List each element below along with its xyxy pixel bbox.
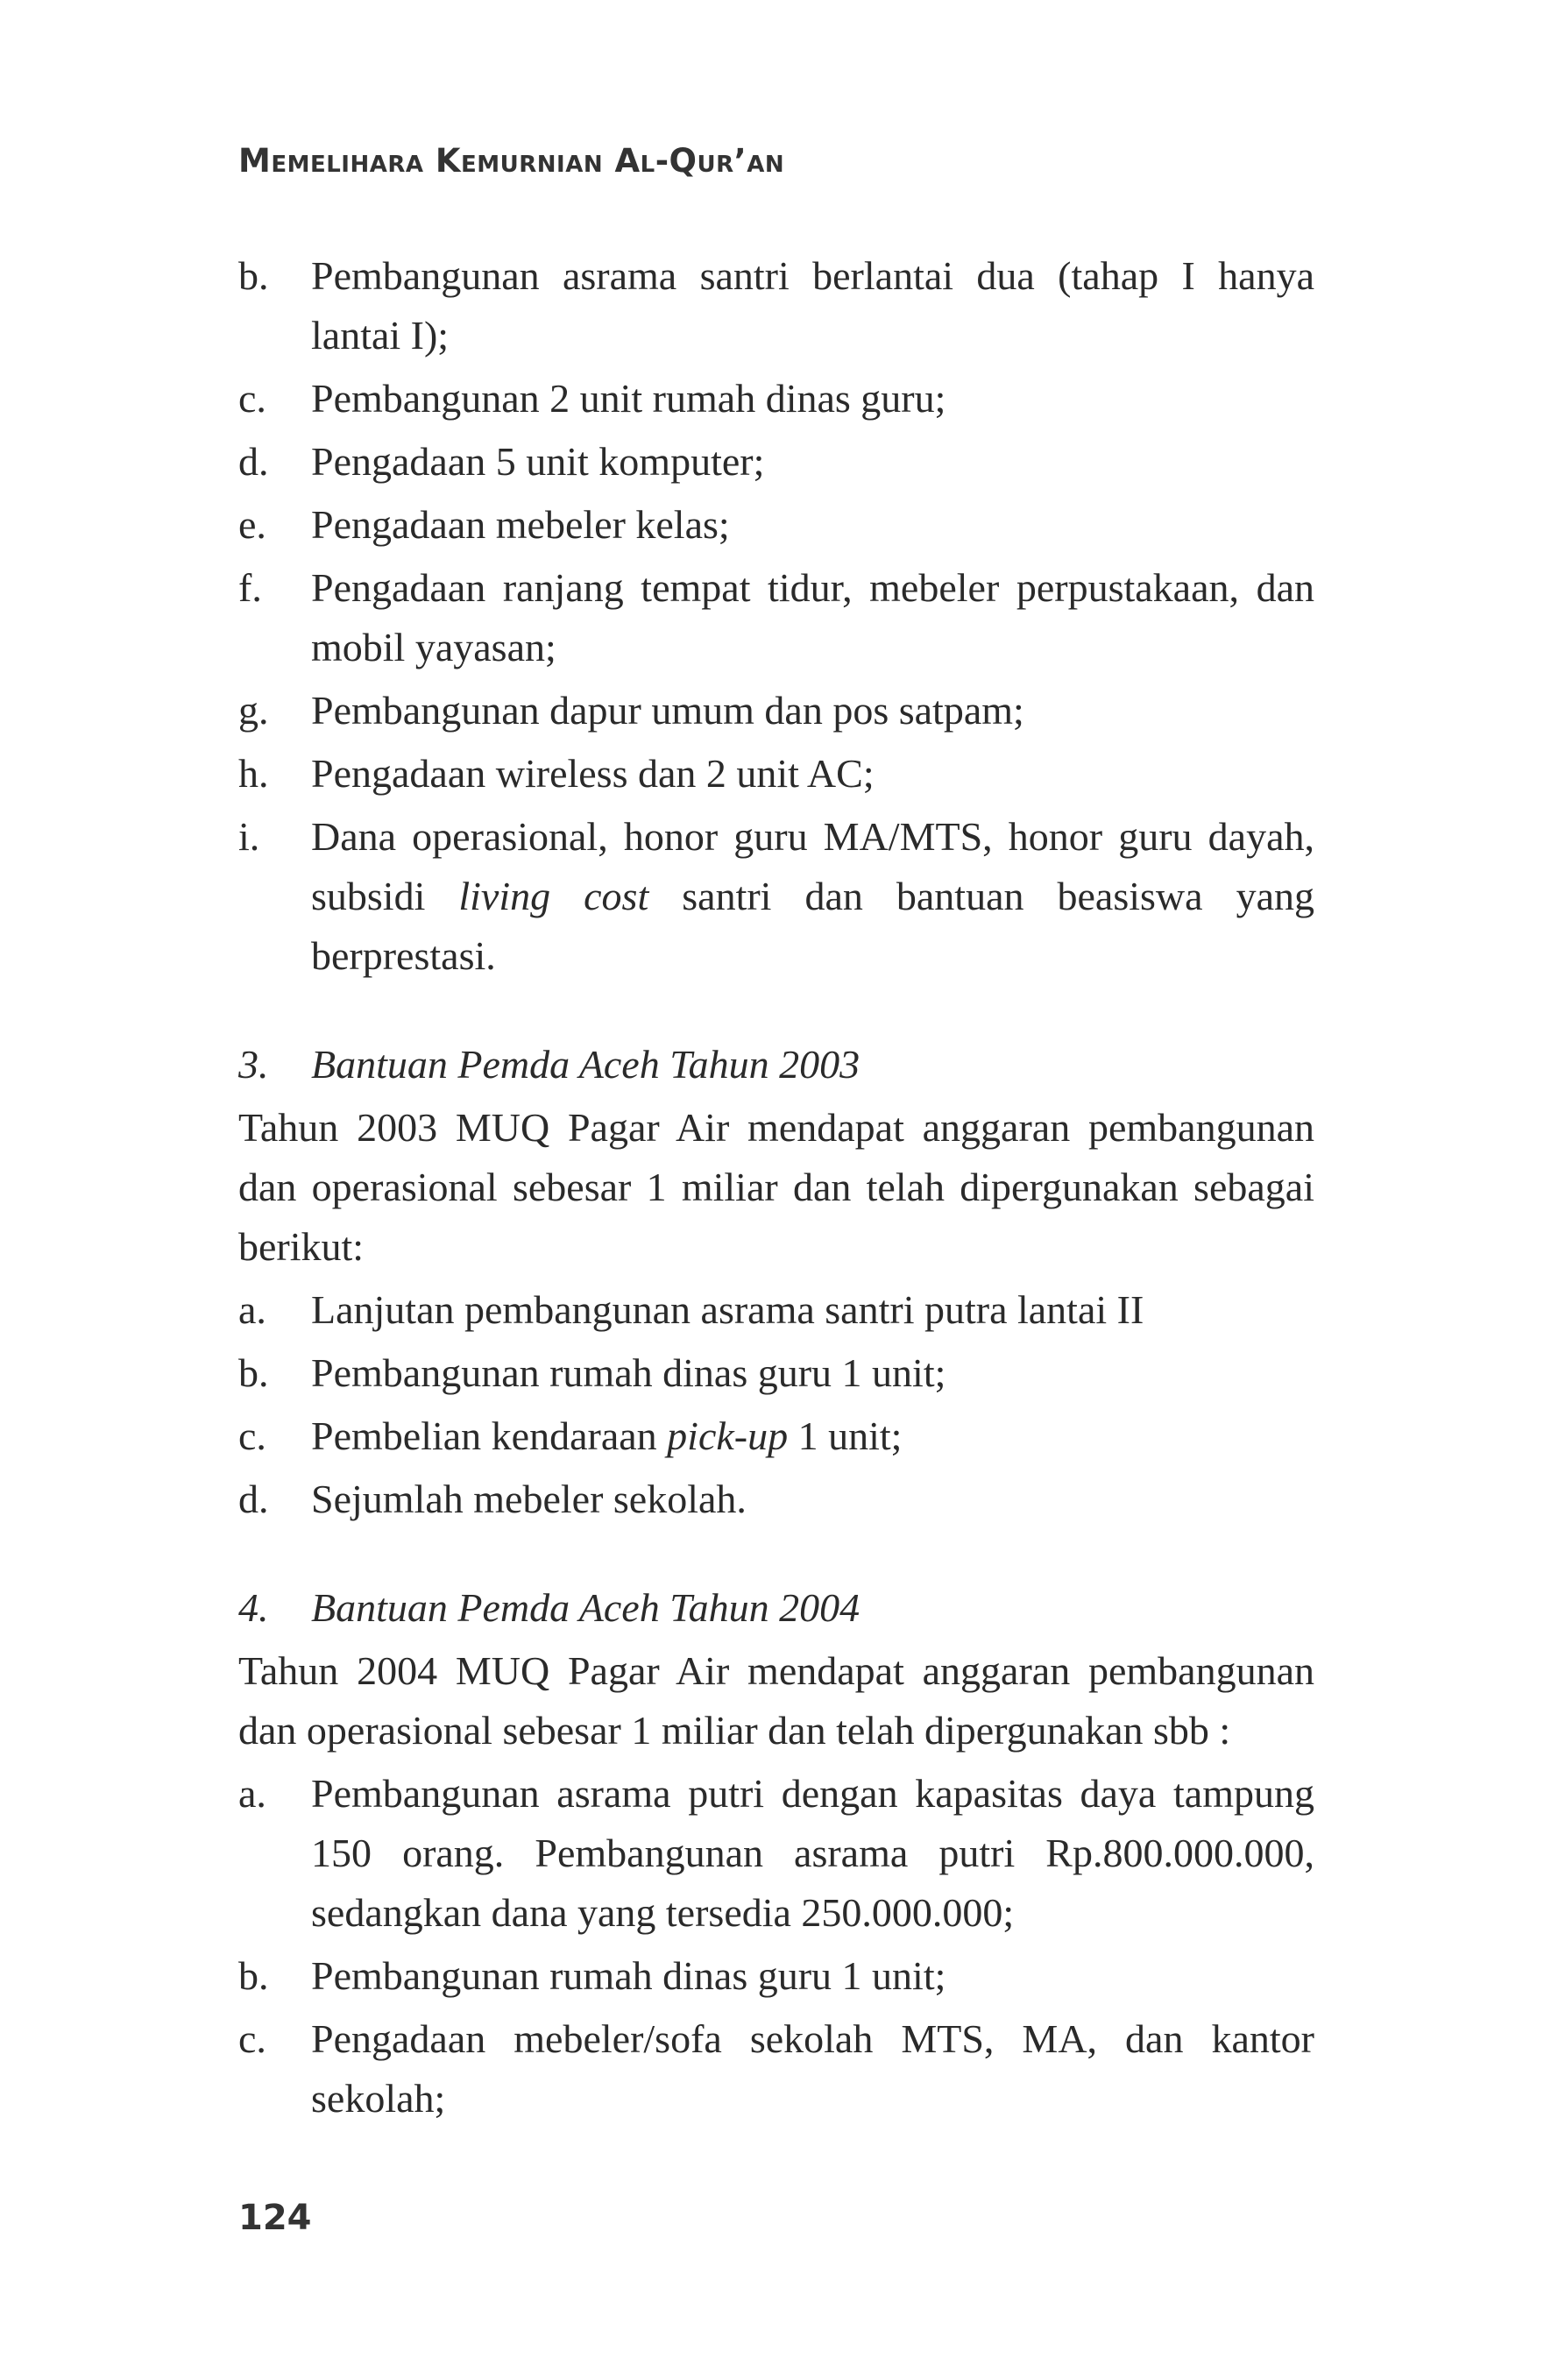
list-item-label: i. <box>238 814 260 859</box>
section-heading-4 <box>238 1578 1314 1638</box>
list-item <box>238 1764 1314 1943</box>
list-item-text-part: santri dan bantuan beasiswa yang berprestasi. <box>311 874 1314 978</box>
list-item-text-italic: pick-up <box>667 1413 789 1458</box>
section-intro: Tahun 2003 MUQ Pagar Air mendapat anggaran pembangunan dan operasional sebesar 1 miliar dan telah dipergunakan sebagai berikut: <box>238 1105 1314 1269</box>
list-item-label: g. <box>238 688 269 733</box>
list-item <box>238 2009 1314 2129</box>
list-item <box>238 432 1314 492</box>
list-item-text-part: Pembelian kendaraan <box>311 1413 668 1458</box>
list-item <box>238 558 1314 677</box>
list-item-text <box>311 807 1314 986</box>
page-body <box>238 246 1314 2132</box>
section-title: Bantuan Pemda Aceh Tahun 2004 <box>311 1585 860 1630</box>
list-item-label: b. <box>238 1350 269 1395</box>
list-item-text: Lanjutan pembangunan asrama santri putra lantai II <box>311 1287 1144 1332</box>
list-item <box>238 369 1314 429</box>
list-item-label: h. <box>238 751 269 796</box>
list-item-label: d. <box>238 439 269 484</box>
list-item-label: b. <box>238 1953 269 1998</box>
list-item-text: Pembangunan asrama santri berlantai dua (tahap I hanya lantai I); <box>311 253 1314 358</box>
list-item-text: Pembangunan 2 unit rumah dinas guru; <box>311 376 946 421</box>
list-item <box>238 1343 1314 1403</box>
running-head: Memelihara Kemurnian Al-Qur’an <box>238 142 785 180</box>
list-item <box>238 246 1314 365</box>
page-number: 124 <box>238 2198 312 2238</box>
list-item-text <box>311 1406 1314 1466</box>
list-item-label: c. <box>238 376 266 421</box>
list-item-text: Pengadaan mebeler/sofa sekolah MTS, MA, dan kantor sekolah; <box>311 2016 1314 2121</box>
list-item-text-part: Dana operasional, honor guru MA/MTS, honor guru dayah, subsidi <box>311 814 1314 918</box>
list-item-label: d. <box>238 1477 269 1521</box>
list-item <box>238 681 1314 740</box>
list-item-label: c. <box>238 2016 266 2061</box>
section-intro: Tahun 2004 MUQ Pagar Air mendapat anggaran pembangunan dan operasional sebesar 1 miliar dan telah dipergunakan sbb : <box>238 1648 1314 1753</box>
list-item <box>238 1946 1314 2006</box>
list-item <box>238 495 1314 555</box>
list-item-label: a. <box>238 1771 266 1816</box>
list-item <box>238 744 1314 804</box>
list-item-text: Pembangunan asrama putri dengan kapasitas daya tampung 150 orang. Pembangunan asrama putri Rp.800.000.000, sedangkan dana yang tersedia 250.000.000; <box>311 1771 1314 1935</box>
list-item-label: a. <box>238 1287 266 1332</box>
list-item-text: Pengadaan ranjang tempat tidur, mebeler perpustakaan, dan mobil yayasan; <box>311 565 1314 669</box>
list-item-text: Sejumlah mebeler sekolah. <box>311 1477 747 1521</box>
list-item-text: Pembangunan rumah dinas guru 1 unit; <box>311 1350 946 1395</box>
list-item <box>238 1470 1314 1529</box>
section-number: 4. <box>238 1585 269 1630</box>
list-item-label: c. <box>238 1413 266 1458</box>
list-item-label: e. <box>238 502 266 547</box>
section-title: Bantuan Pemda Aceh Tahun 2003 <box>311 1042 860 1087</box>
list-item-text: Pembangunan dapur umum dan pos satpam; <box>311 688 1024 733</box>
list-item-text-italic: living cost <box>458 874 649 918</box>
list-item-text: Pengadaan wireless dan 2 unit AC; <box>311 751 875 796</box>
section-number: 3. <box>238 1042 269 1087</box>
section-heading-3 <box>238 1035 1314 1094</box>
list-item-text: Pengadaan 5 unit komputer; <box>311 439 765 484</box>
list-item-text: Pengadaan mebeler kelas; <box>311 502 730 547</box>
list-item <box>238 1280 1314 1340</box>
list-item-text-part: 1 unit; <box>788 1413 903 1458</box>
list-item-label: b. <box>238 253 269 298</box>
list-item-text: Pembangunan rumah dinas guru 1 unit; <box>311 1953 946 1998</box>
list-item <box>238 807 1314 986</box>
list-item-label: f. <box>238 565 262 610</box>
list-item <box>238 1406 1314 1466</box>
